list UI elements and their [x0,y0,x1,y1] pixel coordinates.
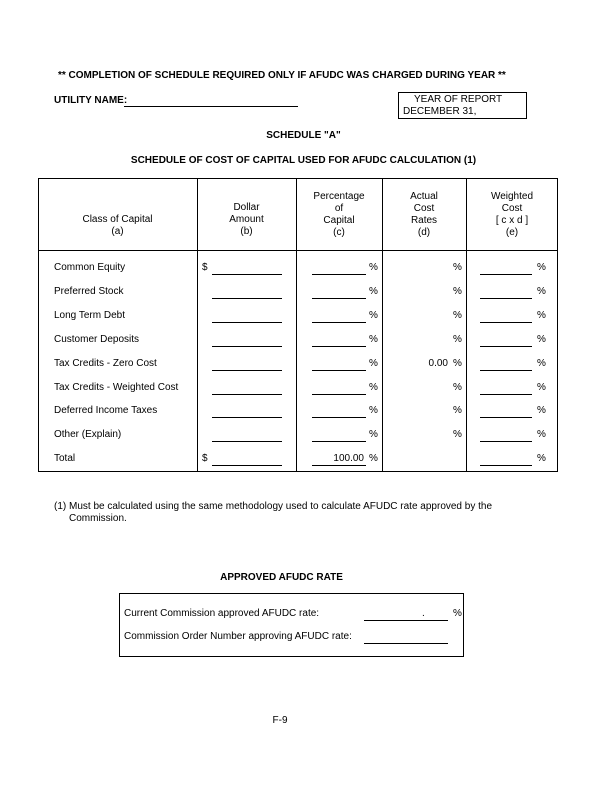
percentage-field[interactable] [312,346,366,347]
afudc-rate-decimal: . [422,608,425,619]
percent-sign: % [453,358,462,369]
col-header-line: Dollar [233,202,260,213]
percent-sign: % [453,262,462,273]
completion-notice: ** COMPLETION OF SCHEDULE REQUIRED ONLY IF AFUDC WAS CHARGED DURING YEAR ** [58,70,506,81]
col-header-percentage [296,191,382,239]
weighted-cost-field[interactable] [480,465,532,466]
afudc-box [119,593,464,657]
actual-rate-value: 0.00 [428,358,448,369]
percent-sign: % [537,382,546,393]
percent-sign: % [369,405,378,416]
col-header-weighted [466,191,558,239]
dollar-amount-field[interactable] [212,441,282,442]
weighted-cost-field[interactable] [480,394,532,395]
col-header-line: Weighted [490,191,534,202]
weighted-cost-field[interactable] [480,274,532,275]
col-header-line: (d) [417,227,431,238]
percent-sign: % [537,310,546,321]
schedule-title: SCHEDULE OF COST OF CAPITAL USED FOR AFUDC CALCULATION (1) [130,155,477,166]
percentage-field[interactable] [312,465,366,466]
col-header-line: [ c x d ] [495,215,529,226]
footnote-line-1: (1) Must be calculated using the same methodology used to calculate AFUDC rate approved by the [54,501,493,512]
row-label: Other (Explain) [54,429,122,440]
percent-sign: % [453,286,462,297]
percent-sign: % [453,382,462,393]
percent-sign: % [537,334,546,345]
percent-sign: % [537,453,546,464]
year-of-report-value: DECEMBER 31, [403,106,477,117]
percent-sign: % [537,405,546,416]
percentage-field[interactable] [312,370,366,371]
utility-name-field[interactable] [124,106,298,107]
percentage-field[interactable] [312,274,366,275]
col-header-line: Capital [323,215,355,226]
dollar-amount-field[interactable] [212,417,282,418]
percent-sign: % [537,286,546,297]
percentage-field[interactable] [312,298,366,299]
dollar-sign: $ [202,453,208,464]
percent-sign: % [369,310,378,321]
dollar-amount-field[interactable] [212,298,282,299]
percent-sign: % [537,429,546,440]
dollar-amount-field[interactable] [212,274,282,275]
row-label: Common Equity [54,262,126,273]
utility-name-label: UTILITY NAME: [54,95,128,106]
footnote-line-2: Commission. [69,513,127,524]
percent-sign: % [369,453,378,464]
dollar-sign: $ [202,262,208,273]
page-number: F-9 [272,715,288,726]
row-label: Tax Credits - Weighted Cost [54,382,179,393]
col-header-line: Actual [410,191,438,202]
afudc-title: APPROVED AFUDC RATE [220,572,343,583]
weighted-cost-field[interactable] [480,441,532,442]
schedule-label: SCHEDULE "A" [266,130,341,141]
afudc-order-field[interactable] [364,643,448,644]
col-header-actual [382,191,466,239]
percent-sign: % [537,262,546,273]
col-header-line: Amount [229,214,264,225]
col-header-line: Percentage [313,191,365,202]
percentage-field[interactable] [312,322,366,323]
dollar-amount-field[interactable] [212,370,282,371]
col-header-line: (e) [505,227,519,238]
percent-sign: % [453,310,462,321]
col-header-line: Cost [501,203,523,214]
percent-sign: % [537,358,546,369]
col-header-line: (b) [240,226,253,237]
row-label: Deferred Income Taxes [54,405,158,416]
dollar-amount-field[interactable] [212,394,282,395]
percent-sign: % [369,286,378,297]
percent-sign: % [369,262,378,273]
weighted-cost-field[interactable] [480,346,532,347]
dollar-amount-field[interactable] [212,465,282,466]
row-label: Total [54,453,76,464]
col-header-line: (a) [111,226,124,237]
percent-sign: % [369,382,378,393]
percent-sign: % [453,405,462,416]
weighted-cost-field[interactable] [480,322,532,323]
afudc-rate-label: Current Commission approved AFUDC rate: [124,608,320,619]
percentage-field[interactable] [312,441,366,442]
percent-sign: % [453,334,462,345]
col-header-line: (c) [333,227,345,238]
percentage-value: 100.00 [333,453,364,464]
afudc-order-label: Commission Order Number approving AFUDC rate: [124,631,352,642]
percent-sign: % [369,358,378,369]
afudc-rate-field[interactable] [364,620,448,621]
weighted-cost-field[interactable] [480,417,532,418]
header-divider [38,250,558,251]
col-header-line: Class of Capital [82,214,153,225]
col-header-line: Rates [410,215,438,226]
col-header-line: Cost [413,203,435,214]
percent-sign: % [369,334,378,345]
row-label: Customer Deposits [54,334,140,345]
row-label: Long Term Debt [54,310,125,321]
weighted-cost-field[interactable] [480,298,532,299]
row-label: Preferred Stock [54,286,124,297]
dollar-amount-field[interactable] [212,346,282,347]
col-header-class [38,214,197,238]
percentage-field[interactable] [312,417,366,418]
percent-sign: % [453,429,462,440]
percentage-field[interactable] [312,394,366,395]
col-header-dollar [197,202,296,238]
dollar-amount-field[interactable] [212,322,282,323]
year-of-report-label: YEAR OF REPORT [414,94,503,105]
row-label: Tax Credits - Zero Cost [54,358,157,369]
col-header-line: of [334,203,344,214]
afudc-rate-percent: % [453,608,462,619]
percent-sign: % [369,429,378,440]
year-of-report-box [398,92,527,119]
weighted-cost-field[interactable] [480,370,532,371]
